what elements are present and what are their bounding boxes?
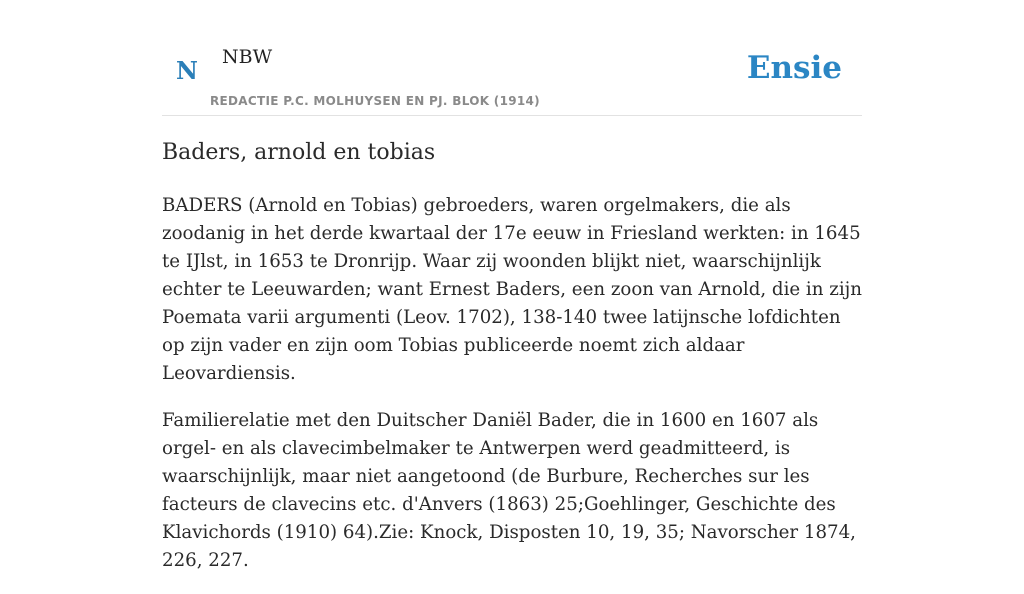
source-logo[interactable]: N bbox=[176, 56, 198, 85]
article-title: Baders, arnold en tobias bbox=[162, 140, 436, 165]
source-subtitle: REDACTIE P.C. MOLHUYSEN EN PJ. BLOK (1914) bbox=[210, 94, 540, 108]
article-body bbox=[162, 192, 866, 594]
article-paragraph: BADERS (Arnold en Tobias) gebroeders, waren orgelmakers, die als zoodanig in het derde kwartaal der 17e eeuw in Friesland werkten: in 1645 te IJlst, in 1653 te Dronrijp. Waar zij woonden blijkt niet, waarschijnlijk echter te Leeuwarden; want Ernest Baders, een zoon van Arnold, die in zijn Poemata varii argumenti (Leov. 1702), 138-140 twee latijnsche lofdichten op zijn vader en zijn oom Tobias publiceerde noemt zich aldaar Leovardiensis. bbox=[162, 195, 862, 384]
article-paragraph: Familierelatie met den Duitscher Daniël Bader, die in 1600 en 1607 als orgel- en als clavecimbelmaker te Antwerpen werd geadmitteerd, is waarschijnlijk, maar niet aangetoond (de Burbure, Recherches sur les facteurs de clavecins etc. d'Anvers (1863) 25;Goehlinger, Geschichte des Klavichords (1910) 64).Zie: Knock, Disposten 10, 19, 35; Navorscher 1874, 226, 227. bbox=[162, 410, 856, 571]
source-header bbox=[162, 36, 862, 116]
brand-logo[interactable]: Ensie bbox=[746, 50, 842, 86]
source-title[interactable]: NBW bbox=[222, 46, 273, 68]
